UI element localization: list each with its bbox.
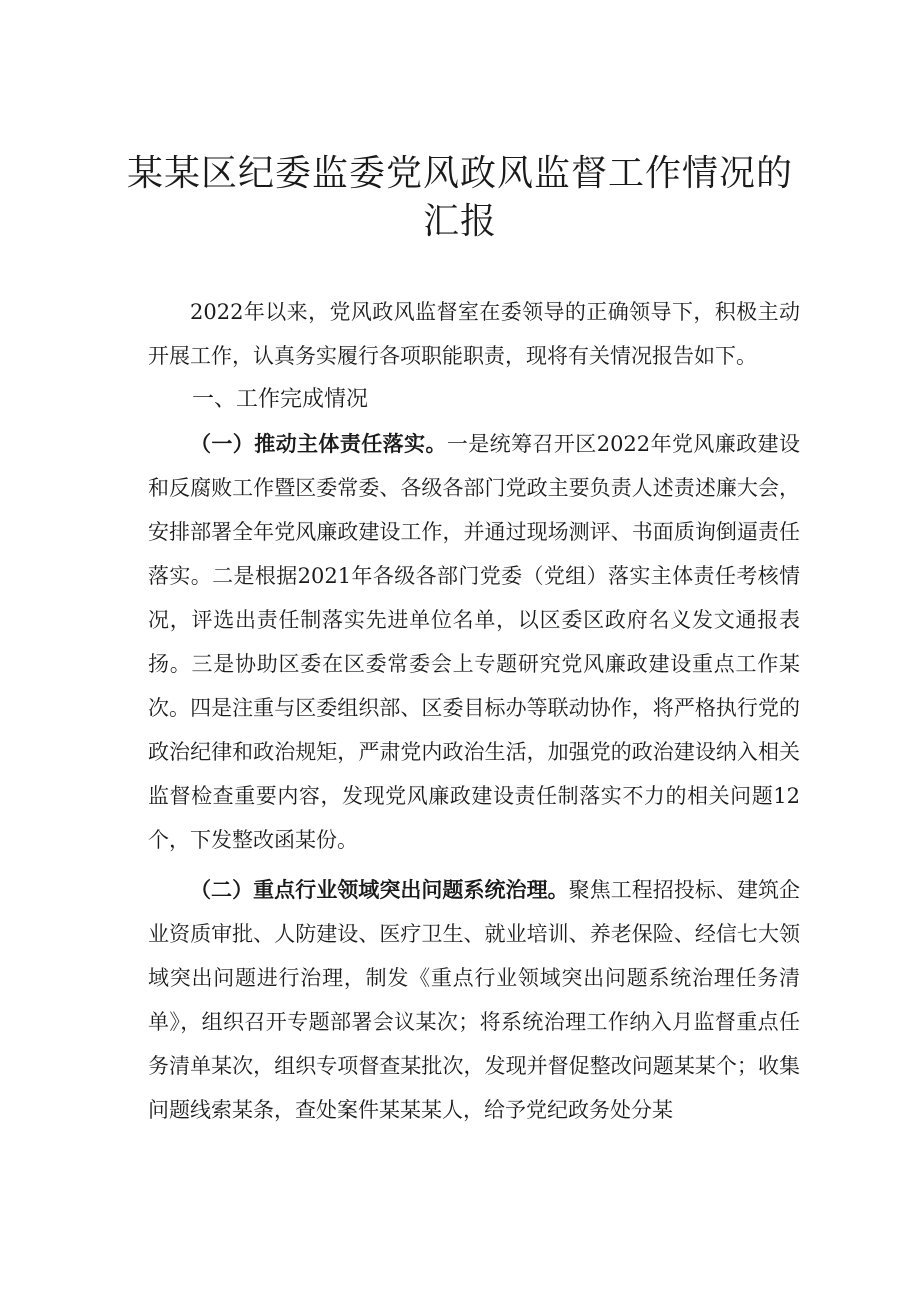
item-1-title: （一）推动主体责任落实。 [190, 432, 447, 456]
section-heading: 一、工作完成情况 [192, 387, 369, 412]
intro-paragraph: 2022年以来，党风政风监督室在委领导的正确领导下，积极主动开展工作，认真务实履行各项职能职责，现将有关情况报告如下。 [148, 300, 800, 368]
item-1-text: 一是统筹召开区2022年党风廉政建设和反腐败工作暨区委常委、各级各部门党政主要负责人述责述廉大会，安排部署全年党风廉政建设工作，并通过现场测评、书面质询倒逼责任落实。二是根据2021年各级各部门党委（党组）落实主体责任考核情况，评选出责任制落实先进单位名单，以区委区政府名义发文通报表扬。三是协助区委在区委常委会上专题研究党风廉政建设重点工作某次。四是注重与区委组织部、区委目标办等联动协作，将严格执行党的政治纪律和政治规矩，严肃党内政治生活，加强党的政治建设纳入相关监督检查重要内容，发现党风廉政建设责任制落实不力的相关问题12个，下发整改函某份。 [148, 432, 800, 852]
section-item-2 [148, 868, 800, 1132]
section-item-1 [148, 422, 800, 862]
item-2-title: （二）重点行业领域突出问题系统治理。 [190, 878, 569, 902]
document-body [148, 290, 800, 1132]
document-title: 某某区纪委监委党风政风监督工作情况的汇报 [126, 153, 793, 242]
item-2-text: 聚焦工程招投标、建筑企业资质审批、人防建设、医疗卫生、就业培训、养老保险、经信七大领域突出问题进行治理，制发《重点行业领域突出问题系统治理任务清单》，组织召开专题部署会议某次；将系统治理工作纳入月监督重点任务清单某次，组织专项督查某批次，发现并督促整改问题某某个；收集问题线索某条，查处案件某某某人，给予党纪政务处分某 [148, 878, 801, 1122]
